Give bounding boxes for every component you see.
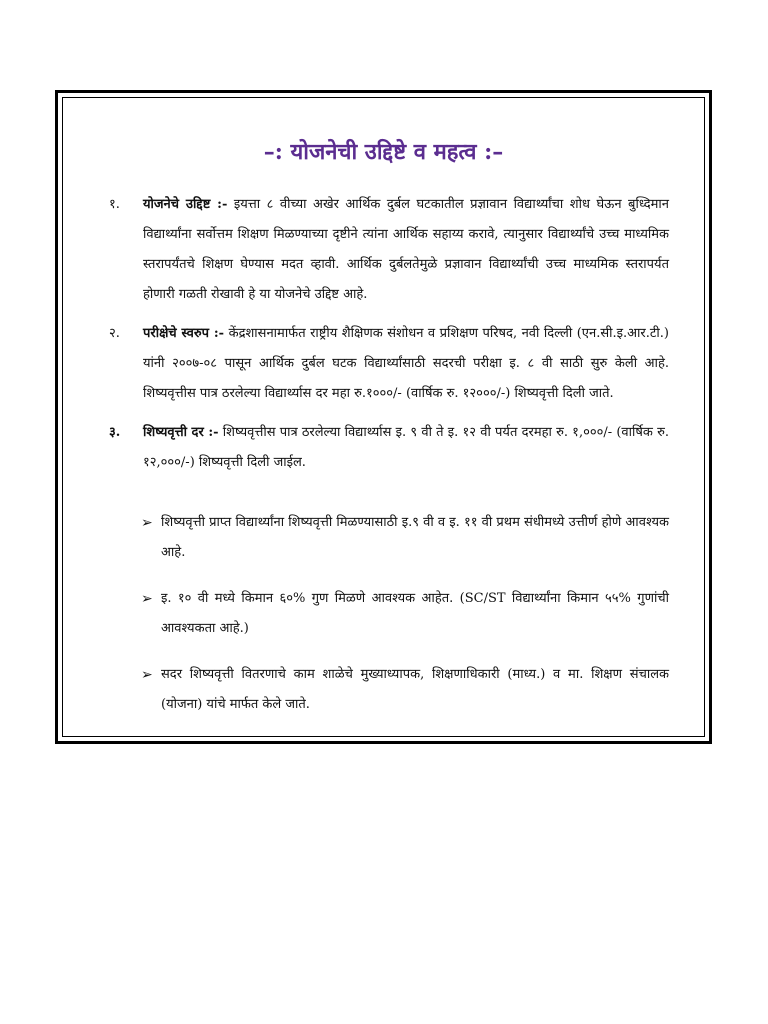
section-objective bbox=[109, 190, 669, 310]
sections-list bbox=[109, 190, 669, 487]
section-body bbox=[143, 418, 669, 478]
section-body bbox=[143, 190, 669, 310]
section-exam-format bbox=[109, 319, 669, 409]
section-number: २. bbox=[109, 326, 120, 341]
list-item bbox=[141, 660, 669, 720]
section-label: परीक्षेचे स्वरुप :- bbox=[143, 326, 225, 341]
page-title: –: योजनेची उद्दिष्टे व महत्व :– bbox=[263, 139, 504, 165]
arrow-bullet-icon: ➢ bbox=[141, 591, 153, 607]
section-text: इयत्ता ८ वीच्या अखेर आर्थिक दुर्बल घटकातील प्रज्ञावान विद्यार्थ्यांचा शोध घेऊन बुध्दिमान विद्यार्थ्यांना सर्वोत्तम शिक्षण मिळण्याच्या दृष्टीने त्यांना आर्थिक सहाय्य करावे, त्यानुसार विद्यार्थ्यांचे उच्च माध्यमिक स्तरापर्यंतचे शिक्षण घेण्यास मदत व्हावी. आर्थिक दुर्बलतेमुळे प्रज्ञावान विद्यार्थ्यांची उच्च माध्यमिक स्तरापर्यत होणारी गळती रोखावी हे या योजनेचे उद्दिष्ट आहे. bbox=[143, 197, 669, 302]
bullet-text: शिष्यवृत्ती प्राप्त विद्यार्थ्यांना शिष्यवृत्ती मिळण्यासाठी इ.९ वी व इ. ११ वी प्रथम संधीमध्ये उत्तीर्ण होणे आवश्यक आहे. bbox=[161, 515, 669, 560]
bullet-text: इ. १० वी मध्ये किमान ६०% गुण मिळणे आवश्यक आहेत. (SC/ST विद्यार्थ्यांना किमान ५५% गुणांची आवश्यकता आहे.) bbox=[161, 591, 669, 636]
section-label: शिष्यवृत्ती दर :- bbox=[143, 425, 219, 440]
list-item bbox=[141, 584, 669, 644]
section-body bbox=[143, 319, 669, 409]
section-text: शिष्यवृत्तीस पात्र ठरलेल्या विद्यार्थ्यास इ. ९ वी ते इ. १२ वी पर्यत दरमहा रु. १,०००/- (वार्षिक रु. १२,०००/-) शिष्यवृत्ती दिली जाईल. bbox=[143, 425, 669, 470]
bullet-list bbox=[141, 508, 669, 736]
section-text: केंद्रशासनामार्फत राष्ट्रीय शैक्षिणक संशोधन व प्रशिक्षण परिषद, नवी दिल्ली (एन.सी.इ.आर.टी.) यांनी २००७-०८ पासून आर्थिक दुर्बल घटक विद्यार्थ्यांसाठी सदरची परीक्षा इ. ८ वी साठी सुरु केली आहे. शिष्यवृत्तीस पात्र ठरलेल्या विद्यार्थ्यास दर महा रु.१०००/- (वार्षिक रु. १२०००/-) शिष्यवृत्ती दिली जाते. bbox=[143, 326, 669, 401]
list-item bbox=[141, 508, 669, 568]
arrow-bullet-icon: ➢ bbox=[141, 667, 153, 683]
section-number: ३. bbox=[109, 425, 121, 440]
section-label: योजनेचे उद्दिष्ट :- bbox=[143, 197, 228, 212]
document-frame bbox=[55, 90, 712, 744]
section-scholarship-rate bbox=[109, 418, 669, 478]
section-number: १. bbox=[109, 197, 120, 212]
bullet-text: सदर शिष्यवृत्ती वितरणाचे काम शाळेचे मुख्याध्यापक, शिक्षणाधिकारी (माध्य.) व मा. शिक्षण संचालक (योजना) यांचे मार्फत केले जाते. bbox=[161, 667, 669, 712]
document-inner-frame bbox=[62, 97, 705, 737]
arrow-bullet-icon: ➢ bbox=[141, 515, 153, 531]
